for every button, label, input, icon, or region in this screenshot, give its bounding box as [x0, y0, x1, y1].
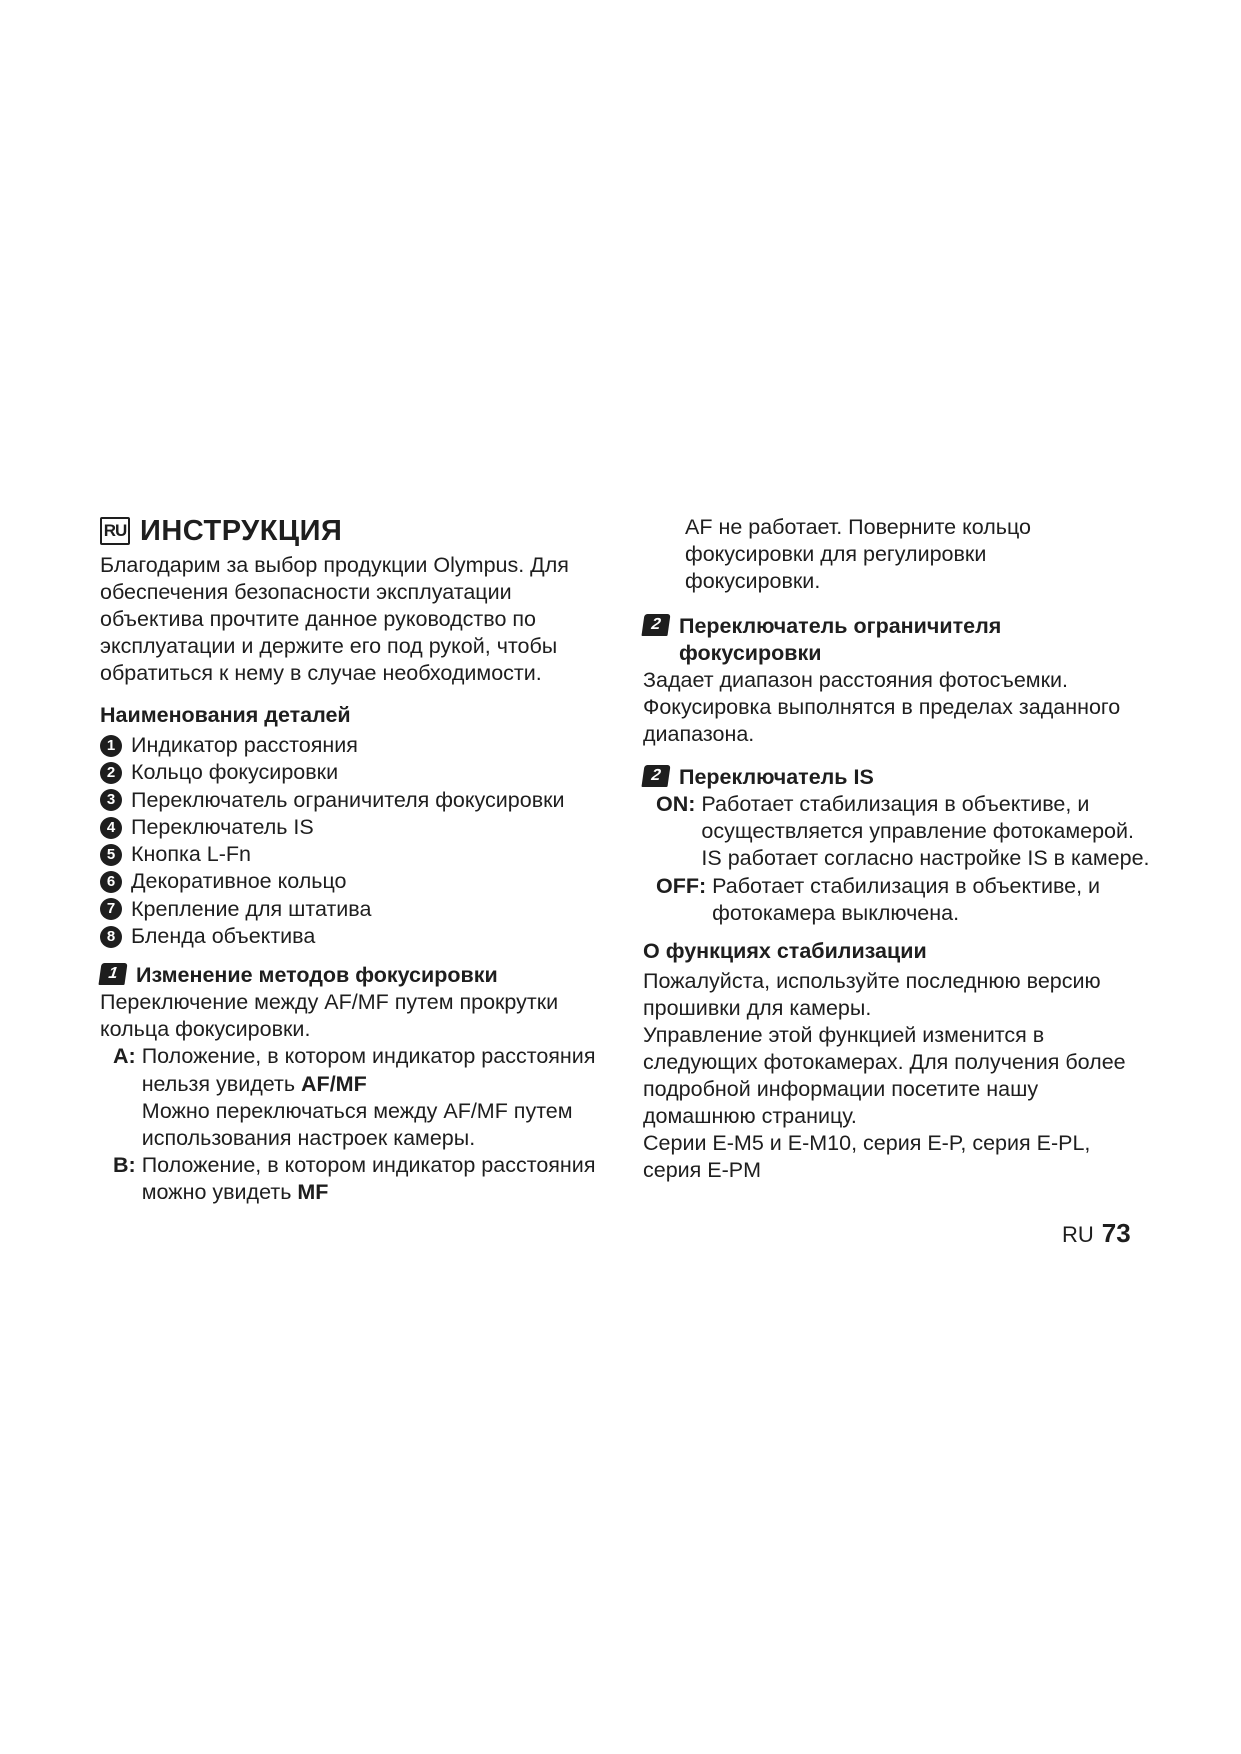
option-b: [113, 1152, 620, 1206]
focus-methods-title: Изменение методов фокусировки: [136, 963, 498, 988]
list-item: [100, 759, 620, 786]
stabilization-heading: О функциях стабилизации: [643, 939, 927, 964]
focus-methods-text: Переключение между AF/MF путем прокрутки кольца фокусировки.: [100, 990, 559, 1042]
intro-paragraph: Благодарим за выбор продукции Olympus. Для обеспечения безопасности эксплуатации объектива прочтите данное руководство по эксплуатации и держите его под рукой, чтобы обратиться к нему в случае необходимости.: [100, 553, 569, 685]
option-b-bold: MF: [297, 1180, 329, 1205]
option-off-key: OFF:: [656, 873, 707, 898]
option-b-text: Положение, в котором индикатор расстояния можно увидеть: [141, 1153, 596, 1205]
number-7-icon: 7: [100, 898, 122, 920]
option-off-text: Работает стабилизация в объективе, и фотокамера выключена.: [712, 873, 1101, 925]
page-number: [1062, 1218, 1131, 1250]
list-item: [100, 841, 620, 868]
part-label: Переключатель ограничителя фокусировки: [131, 787, 565, 812]
part-label: Переключатель IS: [131, 814, 314, 839]
number-5-icon: 5: [100, 844, 122, 866]
option-on: [656, 791, 1153, 873]
option-b-continued: AF не работает. Поверните кольцо фокусировки для регулировки фокусировки.: [685, 515, 1032, 593]
page-title: ИНСТРУКЦИЯ: [140, 514, 343, 547]
option-off: [656, 873, 1153, 927]
focus-limiter-text: Задает диапазон расстояния фотосъемки. Фокусировка выполнятся в пределах заданного диапазона.: [643, 668, 1121, 746]
parts-list: [100, 732, 620, 950]
page-lang: RU: [1062, 1222, 1094, 1247]
part-label: Крепление для штатива: [131, 896, 372, 921]
option-a-text2: Можно переключаться между AF/MF путем использования настроек камеры.: [141, 1098, 573, 1150]
focus-limiter-title: Переключатель ограничителя фокусировки: [679, 614, 1002, 665]
stabilization-p1: Пожалуйста, используйте последнюю версию прошивки для камеры.: [643, 969, 1101, 1021]
focus-methods-heading: [100, 962, 620, 989]
is-switch-heading: [643, 764, 1153, 791]
focus-limiter-heading: [643, 613, 1153, 667]
list-item: [100, 787, 620, 814]
option-b-body: [142, 1152, 620, 1206]
option-a-text: Положение, в котором индикатор расстояния нельзя увидеть: [141, 1044, 596, 1096]
part-label: Кольцо фокусировки: [131, 760, 339, 785]
part-label: Декоративное кольцо: [131, 869, 347, 894]
step-2-icon: 2: [641, 614, 670, 636]
option-a: [113, 1043, 620, 1152]
page-number-value: 73: [1101, 1218, 1131, 1248]
option-a-key: A:: [113, 1044, 136, 1069]
list-item: [100, 923, 620, 950]
number-1-icon: 1: [100, 735, 122, 757]
option-on-text: Работает стабилизация в объективе, и осуществляется управление фотокамерой. IS работает согласно настройке IS в камере.: [701, 792, 1150, 871]
list-item: [100, 896, 620, 923]
stabilization-p2: Управление этой функцией изменится в следующих фотокамерах. Для получения более подробной информации посетите нашу домашнюю страницу.: [643, 1023, 1126, 1129]
option-b-key: B:: [113, 1153, 136, 1178]
part-label: Бленда объектива: [131, 924, 316, 949]
parts-heading: Наименования деталей: [100, 703, 351, 727]
number-2-icon: 2: [100, 762, 122, 784]
language-badge: RU: [100, 517, 130, 545]
part-label: Индикатор расстояния: [131, 733, 358, 757]
step-1-icon: 1: [98, 963, 127, 985]
option-a-body: [142, 1043, 620, 1152]
stabilization-p3: Серии E-M5 и E-M10, серия E-P, серия E-PL, серия E-PM: [643, 1131, 1091, 1183]
title-row: [100, 514, 620, 548]
number-6-icon: 6: [100, 871, 122, 893]
part-label: Кнопка L-Fn: [131, 842, 252, 867]
right-column: [643, 514, 1153, 1184]
number-4-icon: 4: [100, 817, 122, 839]
left-column: [100, 514, 620, 1207]
option-on-key: ON:: [656, 792, 696, 816]
number-3-icon: 3: [100, 789, 122, 811]
list-item: [100, 868, 620, 895]
is-switch-title: Переключатель IS: [679, 765, 874, 789]
list-item: [100, 732, 620, 759]
number-8-icon: 8: [100, 926, 122, 948]
option-a-bold: AF/MF: [301, 1071, 367, 1096]
list-item: [100, 814, 620, 841]
step-2-icon: 2: [641, 765, 670, 787]
